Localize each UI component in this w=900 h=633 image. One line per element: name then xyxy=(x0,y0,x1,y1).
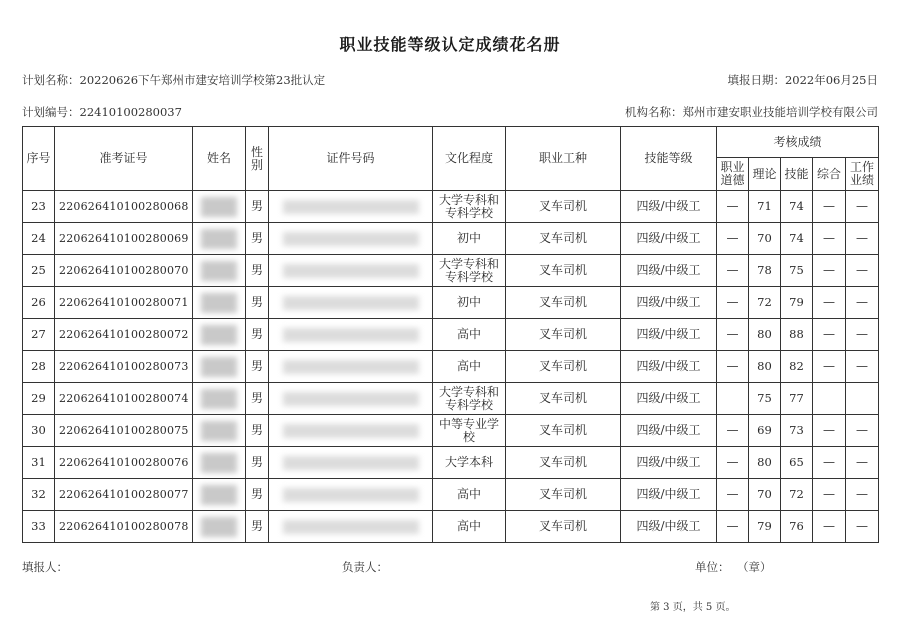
redacted-name xyxy=(201,357,237,377)
cell-performance: — xyxy=(846,255,879,287)
cell-exam-no: 220626410100280074 xyxy=(55,383,193,415)
cell-seq: 28 xyxy=(23,351,55,383)
table-row xyxy=(23,223,879,255)
cell-exam-no: 220626410100280072 xyxy=(55,319,193,351)
unit-label: 单位： xyxy=(695,560,730,574)
cell-name xyxy=(193,351,246,383)
cell-skill-level: 四级/中级工 xyxy=(621,479,717,511)
cell-occupation: 叉车司机 xyxy=(506,479,621,511)
cell-occupation: 叉车司机 xyxy=(506,191,621,223)
cell-skill-level: 四级/中级工 xyxy=(621,191,717,223)
cell-id-no xyxy=(269,383,433,415)
cell-id-no xyxy=(269,351,433,383)
table-row xyxy=(23,191,879,223)
redacted-id-number xyxy=(283,424,419,438)
cell-id-no xyxy=(269,511,433,543)
cell-gender: 男 xyxy=(246,447,269,479)
cell-skill-level: 四级/中级工 xyxy=(621,223,717,255)
cell-education: 大学专科和专科学校 xyxy=(433,383,506,415)
cell-name xyxy=(193,479,246,511)
cell-ethics: — xyxy=(717,447,749,479)
redacted-id-number xyxy=(283,520,419,534)
cell-id-no xyxy=(269,191,433,223)
cell-comprehensive: — xyxy=(813,447,846,479)
table-row xyxy=(23,447,879,479)
cell-name xyxy=(193,319,246,351)
redacted-id-number xyxy=(283,232,419,246)
cell-skill-level: 四级/中级工 xyxy=(621,511,717,543)
header-scores: 考核成绩 xyxy=(717,127,879,158)
cell-seq: 31 xyxy=(23,447,55,479)
cell-performance xyxy=(846,383,879,415)
table-header xyxy=(23,127,879,191)
cell-seq: 33 xyxy=(23,511,55,543)
organization xyxy=(625,105,878,119)
cell-skill-level: 四级/中级工 xyxy=(621,319,717,351)
header-exam-no: 准考证号 xyxy=(55,127,193,191)
cell-skill: 65 xyxy=(781,447,813,479)
cell-occupation: 叉车司机 xyxy=(506,223,621,255)
cell-education: 大学专科和专科学校 xyxy=(433,191,506,223)
header-comprehensive: 综合 xyxy=(813,158,846,191)
cell-ethics: — xyxy=(717,191,749,223)
cell-ethics: — xyxy=(717,511,749,543)
organization-value: 郑州市建安职业技能培训学校有限公司 xyxy=(682,105,878,119)
cell-skill: 88 xyxy=(781,319,813,351)
filler-label: 填报人： xyxy=(22,560,68,574)
redacted-name xyxy=(201,197,237,217)
fill-date xyxy=(727,73,878,87)
cell-exam-no: 220626410100280073 xyxy=(55,351,193,383)
cell-skill: 77 xyxy=(781,383,813,415)
redacted-name xyxy=(201,485,237,505)
redacted-id-number xyxy=(283,360,419,374)
redacted-name xyxy=(201,517,237,537)
cell-skill: 72 xyxy=(781,479,813,511)
cell-comprehensive: — xyxy=(813,191,846,223)
cell-skill: 75 xyxy=(781,255,813,287)
cell-skill: 73 xyxy=(781,415,813,447)
cell-name xyxy=(193,383,246,415)
cell-occupation: 叉车司机 xyxy=(506,351,621,383)
header-occupation: 职业工种 xyxy=(506,127,621,191)
cell-performance: — xyxy=(846,319,879,351)
cell-exam-no: 220626410100280069 xyxy=(55,223,193,255)
cell-theory: 75 xyxy=(749,383,781,415)
cell-exam-no: 220626410100280068 xyxy=(55,191,193,223)
plan-name-label: 计划名称： xyxy=(22,73,80,87)
cell-theory: 70 xyxy=(749,223,781,255)
cell-theory: 69 xyxy=(749,415,781,447)
cell-gender: 男 xyxy=(246,319,269,351)
cell-skill: 79 xyxy=(781,287,813,319)
cell-ethics: — xyxy=(717,255,749,287)
cell-education: 初中 xyxy=(433,223,506,255)
cell-performance: — xyxy=(846,479,879,511)
table-row xyxy=(23,319,879,351)
cell-name xyxy=(193,511,246,543)
cell-gender: 男 xyxy=(246,511,269,543)
cell-skill: 74 xyxy=(781,191,813,223)
cell-education: 高中 xyxy=(433,319,506,351)
cell-skill-level: 四级/中级工 xyxy=(621,447,717,479)
cell-occupation: 叉车司机 xyxy=(506,415,621,447)
table-row xyxy=(23,511,879,543)
cell-performance: — xyxy=(846,287,879,319)
cell-theory: 80 xyxy=(749,351,781,383)
fill-date-value: 2022年06月25日 xyxy=(784,73,878,87)
header-gender: 性别 xyxy=(246,127,269,191)
cell-comprehensive: — xyxy=(813,351,846,383)
fill-date-label: 填报日期： xyxy=(727,73,785,87)
cell-skill: 74 xyxy=(781,223,813,255)
document-title: 职业技能等级认定成绩花名册 xyxy=(339,35,561,54)
redacted-id-number xyxy=(283,200,419,214)
cell-gender: 男 xyxy=(246,415,269,447)
header-skill: 技能 xyxy=(781,158,813,191)
cell-id-no xyxy=(269,447,433,479)
cell-exam-no: 220626410100280070 xyxy=(55,255,193,287)
header-education: 文化程度 xyxy=(433,127,506,191)
cell-name xyxy=(193,255,246,287)
cell-ethics: — xyxy=(717,479,749,511)
redacted-name xyxy=(201,293,237,313)
cell-ethics: — xyxy=(717,415,749,447)
cell-occupation: 叉车司机 xyxy=(506,255,621,287)
table-row xyxy=(23,415,879,447)
cell-occupation: 叉车司机 xyxy=(506,383,621,415)
cell-gender: 男 xyxy=(246,287,269,319)
cell-theory: 72 xyxy=(749,287,781,319)
table-row xyxy=(23,479,879,511)
cell-education: 高中 xyxy=(433,511,506,543)
cell-id-no xyxy=(269,223,433,255)
redacted-name xyxy=(201,421,237,441)
cell-education: 初中 xyxy=(433,287,506,319)
cell-gender: 男 xyxy=(246,223,269,255)
redacted-id-number xyxy=(283,328,419,342)
cell-id-no xyxy=(269,415,433,447)
cell-name xyxy=(193,223,246,255)
cell-theory: 80 xyxy=(749,447,781,479)
cell-comprehensive: — xyxy=(813,223,846,255)
cell-comprehensive: — xyxy=(813,511,846,543)
table-row xyxy=(23,287,879,319)
cell-id-no xyxy=(269,255,433,287)
redacted-id-number xyxy=(283,296,419,310)
manager-label: 负责人： xyxy=(342,560,388,574)
cell-performance: — xyxy=(846,447,879,479)
redacted-name xyxy=(201,453,237,473)
cell-seq: 27 xyxy=(23,319,55,351)
table-row xyxy=(23,351,879,383)
header-skill-level: 技能等级 xyxy=(621,127,717,191)
cell-ethics: — xyxy=(717,223,749,255)
redacted-id-number xyxy=(283,488,419,502)
header-theory: 理论 xyxy=(749,158,781,191)
redacted-name xyxy=(201,389,237,409)
score-roster-table xyxy=(22,126,879,543)
cell-education: 大学本科 xyxy=(433,447,506,479)
organization-label: 机构名称： xyxy=(625,105,683,119)
plan-number-value: 22410100280037 xyxy=(79,105,182,119)
cell-skill: 76 xyxy=(781,511,813,543)
cell-name xyxy=(193,447,246,479)
cell-name xyxy=(193,191,246,223)
cell-education: 大学专科和专科学校 xyxy=(433,255,506,287)
cell-gender: 男 xyxy=(246,191,269,223)
table-row xyxy=(23,383,879,415)
cell-seq: 24 xyxy=(23,223,55,255)
redacted-name xyxy=(201,325,237,345)
redacted-id-number xyxy=(283,456,419,470)
cell-occupation: 叉车司机 xyxy=(506,447,621,479)
cell-performance: — xyxy=(846,511,879,543)
cell-ethics: — xyxy=(717,351,749,383)
cell-comprehensive: — xyxy=(813,479,846,511)
cell-skill-level: 四级/中级工 xyxy=(621,351,717,383)
cell-performance: — xyxy=(846,415,879,447)
cell-theory: 78 xyxy=(749,255,781,287)
cell-performance: — xyxy=(846,191,879,223)
cell-skill: 82 xyxy=(781,351,813,383)
page-info: 第 3 页，共 5 页。 xyxy=(650,602,736,613)
redacted-id-number xyxy=(283,264,419,278)
redacted-name xyxy=(201,261,237,281)
cell-seq: 30 xyxy=(23,415,55,447)
cell-exam-no: 220626410100280076 xyxy=(55,447,193,479)
cell-ethics xyxy=(717,383,749,415)
header-ethics: 职业道德 xyxy=(717,158,749,191)
cell-gender: 男 xyxy=(246,383,269,415)
cell-education: 高中 xyxy=(433,351,506,383)
redacted-id-number xyxy=(283,392,419,406)
plan-number-label: 计划编号： xyxy=(22,105,80,119)
cell-gender: 男 xyxy=(246,255,269,287)
cell-exam-no: 220626410100280075 xyxy=(55,415,193,447)
cell-performance: — xyxy=(846,351,879,383)
cell-skill-level: 四级/中级工 xyxy=(621,415,717,447)
plan-name-value: 20220626下午郑州市建安培训学校第23批认定 xyxy=(79,73,326,87)
cell-name xyxy=(193,287,246,319)
cell-seq: 29 xyxy=(23,383,55,415)
cell-comprehensive: — xyxy=(813,287,846,319)
table-row xyxy=(23,255,879,287)
header-row-top xyxy=(23,127,879,158)
cell-id-no xyxy=(269,479,433,511)
cell-theory: 71 xyxy=(749,191,781,223)
plan-number-row xyxy=(22,105,878,119)
cell-education: 高中 xyxy=(433,479,506,511)
cell-seq: 26 xyxy=(23,287,55,319)
cell-comprehensive xyxy=(813,383,846,415)
cell-theory: 70 xyxy=(749,479,781,511)
cell-theory: 79 xyxy=(749,511,781,543)
header-name: 姓名 xyxy=(193,127,246,191)
cell-skill-level: 四级/中级工 xyxy=(621,255,717,287)
header-performance: 工作业绩 xyxy=(846,158,879,191)
cell-occupation: 叉车司机 xyxy=(506,287,621,319)
cell-theory: 80 xyxy=(749,319,781,351)
cell-ethics: — xyxy=(717,319,749,351)
plan-info-row xyxy=(22,73,878,87)
cell-comprehensive: — xyxy=(813,319,846,351)
plan-number xyxy=(22,105,182,119)
cell-id-no xyxy=(269,287,433,319)
cell-exam-no: 220626410100280071 xyxy=(55,287,193,319)
header-id-no: 证件号码 xyxy=(269,127,433,191)
cell-skill-level: 四级/中级工 xyxy=(621,287,717,319)
cell-name xyxy=(193,415,246,447)
cell-seq: 32 xyxy=(23,479,55,511)
cell-ethics: — xyxy=(717,287,749,319)
cell-id-no xyxy=(269,319,433,351)
cell-education: 中等专业学校 xyxy=(433,415,506,447)
cell-comprehensive: — xyxy=(813,255,846,287)
cell-occupation: 叉车司机 xyxy=(506,511,621,543)
cell-comprehensive: — xyxy=(813,415,846,447)
cell-exam-no: 220626410100280077 xyxy=(55,479,193,511)
cell-seq: 25 xyxy=(23,255,55,287)
cell-occupation: 叉车司机 xyxy=(506,319,621,351)
redacted-name xyxy=(201,229,237,249)
table-body xyxy=(23,191,879,543)
seal-label: （章） xyxy=(737,560,772,574)
cell-gender: 男 xyxy=(246,479,269,511)
cell-gender: 男 xyxy=(246,351,269,383)
cell-skill-level: 四级/中级工 xyxy=(621,383,717,415)
plan-name xyxy=(22,73,325,87)
cell-performance: — xyxy=(846,223,879,255)
header-seq: 序号 xyxy=(23,127,55,191)
cell-exam-no: 220626410100280078 xyxy=(55,511,193,543)
cell-seq: 23 xyxy=(23,191,55,223)
